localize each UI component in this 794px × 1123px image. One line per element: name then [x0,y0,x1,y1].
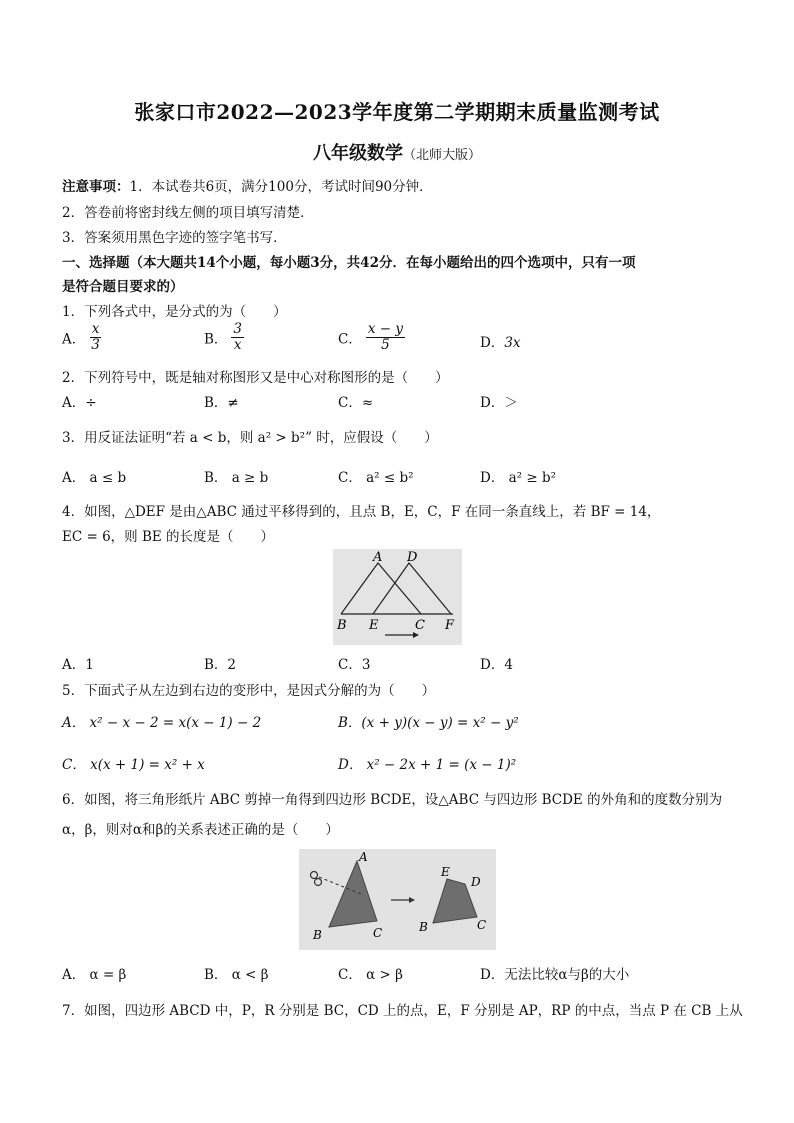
q2-stem: 2．下列符号中，既是轴对称图形又是中心对称图形的是（ ） [62,370,449,386]
q3-option-a: A． a ≤ b [62,470,127,486]
q6-stem-line-2: α，β，则对α和β的关系表述正确的是（ ） [62,822,339,838]
q5-option-b: B．(x + y)(x − y) = x² − y² [338,715,519,731]
label-d: D [471,875,481,889]
subject-label: 八年级数学 [312,143,403,164]
q1-c-fraction: $\frac{x - y}{5}$ [367,321,403,353]
q4-option-d: D．4 [480,657,513,673]
label-c: C [373,926,383,940]
q4-option-c: C．3 [338,657,371,673]
section-1-heading: 一、选择题（本大题共14个小题，每小题3分，共42分．在每小题给出的四个选项中，只有一项 [62,255,636,271]
label-a: A [359,850,368,864]
q6-option-d: D．无法比较α与β的大小 [480,967,630,983]
q4-option-a: A．1 [62,657,94,673]
label-c-quad: C [477,918,487,932]
label-f: F [445,618,455,633]
q4-stem-line-2: EC = 6，则 BE 的长度是（ ） [62,529,275,545]
q3-option-b: B． a ≥ b [204,470,269,486]
label-e: E [369,618,379,633]
q1-option-b: B． $\frac{3}{x}$ [204,321,243,353]
exam-title: 张家口市2022—2023学年度第二学期期末质量监测考试 [134,100,660,124]
q2-option-c: C．≈ [338,395,374,411]
note-2: 2．答卷前将密封线左侧的项目填写清楚． [62,205,314,221]
label-b: B [337,618,347,633]
label-e: E [441,865,450,879]
label-b: B [313,928,322,942]
q6-stem-line-1: 6．如图，将三角形纸片 ABC 剪掉一角得到四边形 BCDE，设△ABC 与四边形 BCDE 的外角和的度数分别为 [62,792,723,808]
q5-stem: 5．下面式子从左边到右边的变形中，是因式分解的为（ ） [62,683,436,699]
q4-translation-figure [333,549,462,645]
q1-option-c: C． $\frac{x - y}{5}$ [338,321,403,353]
q3-option-d: D． a² ≥ b² [480,470,557,486]
q1-option-a: A． $\frac{x}{3}$ [62,321,100,353]
q3-option-c: C． a² ≤ b² [338,470,414,486]
q2-option-b: B．≠ [204,395,239,411]
note-1: 1．本试卷共6页，满分100分，考试时间90分钟． [129,179,433,195]
q1-a-fraction: $\frac{x}{3}$ [91,321,100,353]
notes-label: 注意事项： [62,179,130,195]
q2-option-d: D．＞ [480,395,518,411]
q4-option-b: B．2 [204,657,237,673]
edition-label: （北师大版） [402,148,481,163]
label-c: C [415,618,425,633]
label-a: A [373,550,383,565]
label-d: D [407,550,418,565]
q6-option-c: C． α > β [338,967,403,983]
label-b-quad: B [419,920,428,934]
figure-background [333,549,462,645]
q5-option-d: D． x² − 2x + 1 = (x − 1)² [338,757,517,773]
notes-line-1 [62,175,433,195]
q6-option-b: B． α < β [204,967,269,983]
q7-stem: 7．如图，四边形 ABCD 中，P，R 分别是 BC，CD 上的点，E，F 分别是 AP，RP 的中点，当点 P 在 CB 上从 [62,1003,743,1019]
section-1-heading-cont: 是符合题目要求的） [62,279,184,295]
note-3: 3．答案须用黑色字迹的签字笔书写． [62,230,287,246]
q5-option-c: C． x(x + 1) = x² + x [62,757,205,773]
q5-option-a: A． x² − x − 2 = x(x − 1) − 2 [62,715,262,731]
q3-stem: 3．用反证法证明“若 a < b，则 a² > b²” 时，应假设（ ） [62,430,438,446]
q6-cut-triangle-figure [299,849,496,950]
q1-b-fraction: $\frac{3}{x}$ [233,321,243,353]
exam-subtitle [0,139,794,165]
q6-option-a: A． α = β [62,967,127,983]
q1-option-d: D．3x [480,335,521,351]
q1-stem: 1．下列各式中，是分式的为（ ） [62,304,287,320]
q4-stem-line-1: 4．如图，△DEF 是由△ABC 通过平移得到的，且点 B，E，C，F 在同一条直线上，若 BF = 14， [62,504,661,520]
q2-option-a: A．÷ [62,395,97,411]
